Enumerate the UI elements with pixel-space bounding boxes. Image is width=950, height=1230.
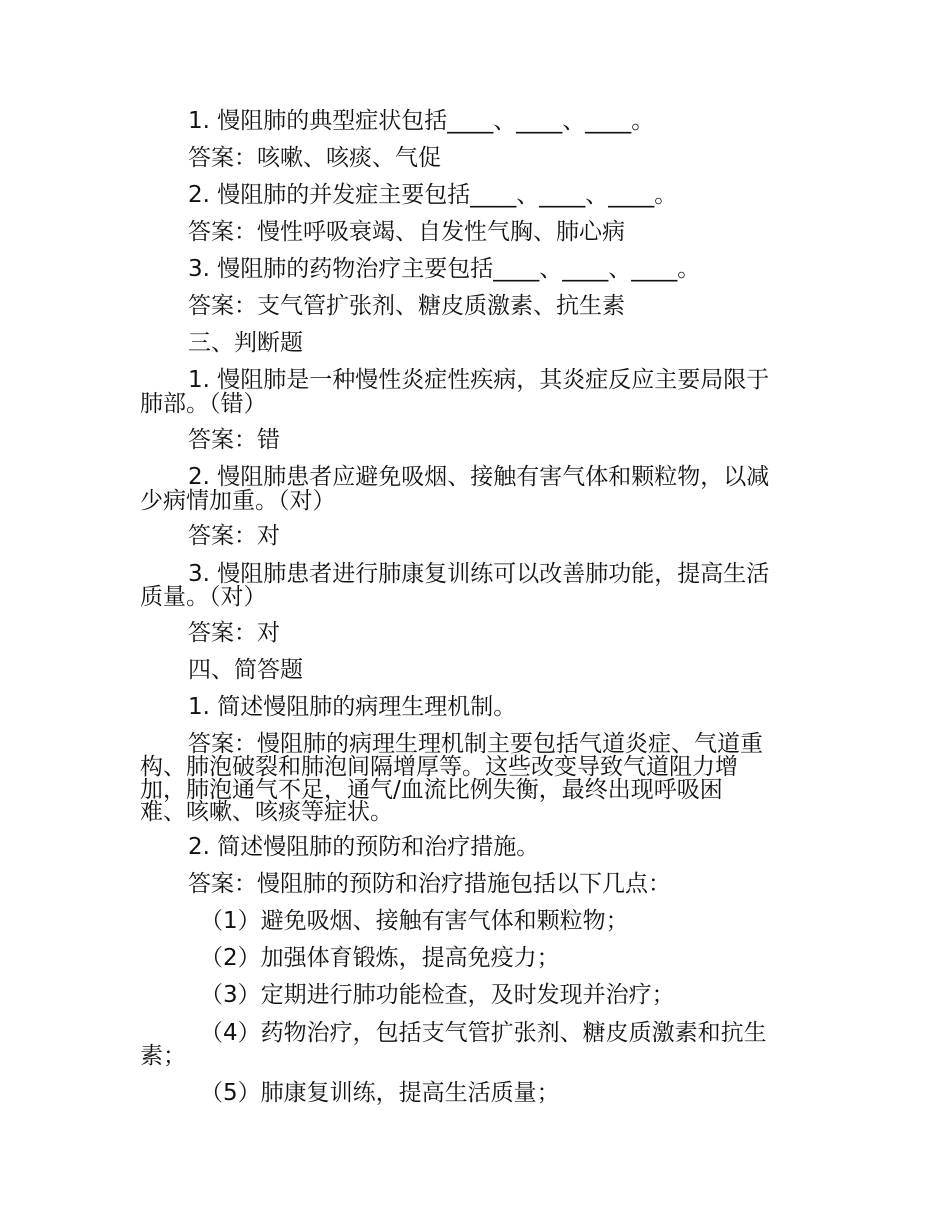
fill-blank-answer-2: 答案：慢性呼吸衰竭、自发性气胸、肺心病 — [188, 219, 625, 245]
fill-blank-question-3: 3. 慢阻肺的药物治疗主要包括____、____、____。 — [188, 256, 701, 282]
sa-answer-1-line-4: 难、咳嗽、咳痰等症状。 — [140, 799, 393, 825]
section-heading-short-answer: 四、简答题 — [188, 657, 303, 683]
sa-measure-2: （2）加强体育锻炼，提高免疫力； — [200, 945, 560, 971]
tf-answer-2: 答案：对 — [188, 523, 280, 549]
sa-question-1: 1. 简述慢阻肺的病理生理机制。 — [188, 694, 517, 720]
tf-question-1-line-1: 1. 慢阻肺是一种慢性炎症性疾病，其炎症反应主要局限于 — [188, 367, 770, 393]
fill-blank-answer-3: 答案：支气管扩张剂、糖皮质激素、抗生素 — [188, 293, 625, 319]
sa-measure-1: （1）避免吸烟、接触有害气体和颗粒物； — [200, 908, 629, 934]
tf-question-2-line-2: 少病情加重。（对） — [140, 488, 336, 514]
sa-answer-1-line-2: 构、肺泡破裂和肺泡间隔增厚等。这些改变导致气道阻力增 — [140, 754, 738, 780]
sa-measure-4-line-2: 素； — [140, 1043, 186, 1069]
tf-answer-1: 答案：错 — [188, 427, 280, 453]
sa-measure-5: （5）肺康复训练，提高生活质量； — [200, 1080, 560, 1106]
sa-measure-4-line-1: （4）药物治疗，包括支气管扩张剂、糖皮质激素和抗生 — [200, 1020, 767, 1046]
fill-blank-question-2: 2. 慢阻肺的并发症主要包括____、____、____。 — [188, 182, 678, 208]
tf-question-3-line-1: 3. 慢阻肺患者进行肺康复训练可以改善肺功能，提高生活 — [188, 561, 770, 587]
section-heading-true-false: 三、判断题 — [188, 330, 303, 356]
tf-question-1-line-2: 肺部。（错） — [140, 391, 267, 417]
sa-question-2: 2. 简述慢阻肺的预防和治疗措施。 — [188, 834, 540, 860]
tf-answer-3: 答案：对 — [188, 620, 280, 646]
sa-answer-1-line-3: 加，肺泡通气不足，通气/血流比例失衡，最终出现呼吸困 — [140, 777, 723, 803]
sa-answer-1-line-1: 答案：慢阻肺的病理生理机制主要包括气道炎症、气道重 — [188, 731, 763, 757]
fill-blank-answer-1: 答案：咳嗽、咳痰、气促 — [188, 145, 441, 171]
tf-question-2-line-1: 2. 慢阻肺患者应避免吸烟、接触有害气体和颗粒物，以减 — [188, 464, 770, 490]
tf-question-3-line-2: 质量。（对） — [140, 584, 267, 610]
sa-answer-2-intro: 答案：慢阻肺的预防和治疗措施包括以下几点： — [188, 871, 671, 897]
fill-blank-question-1: 1. 慢阻肺的典型症状包括____、____、____。 — [188, 108, 655, 134]
sa-measure-3: （3）定期进行肺功能检查，及时发现并治疗； — [200, 982, 675, 1008]
